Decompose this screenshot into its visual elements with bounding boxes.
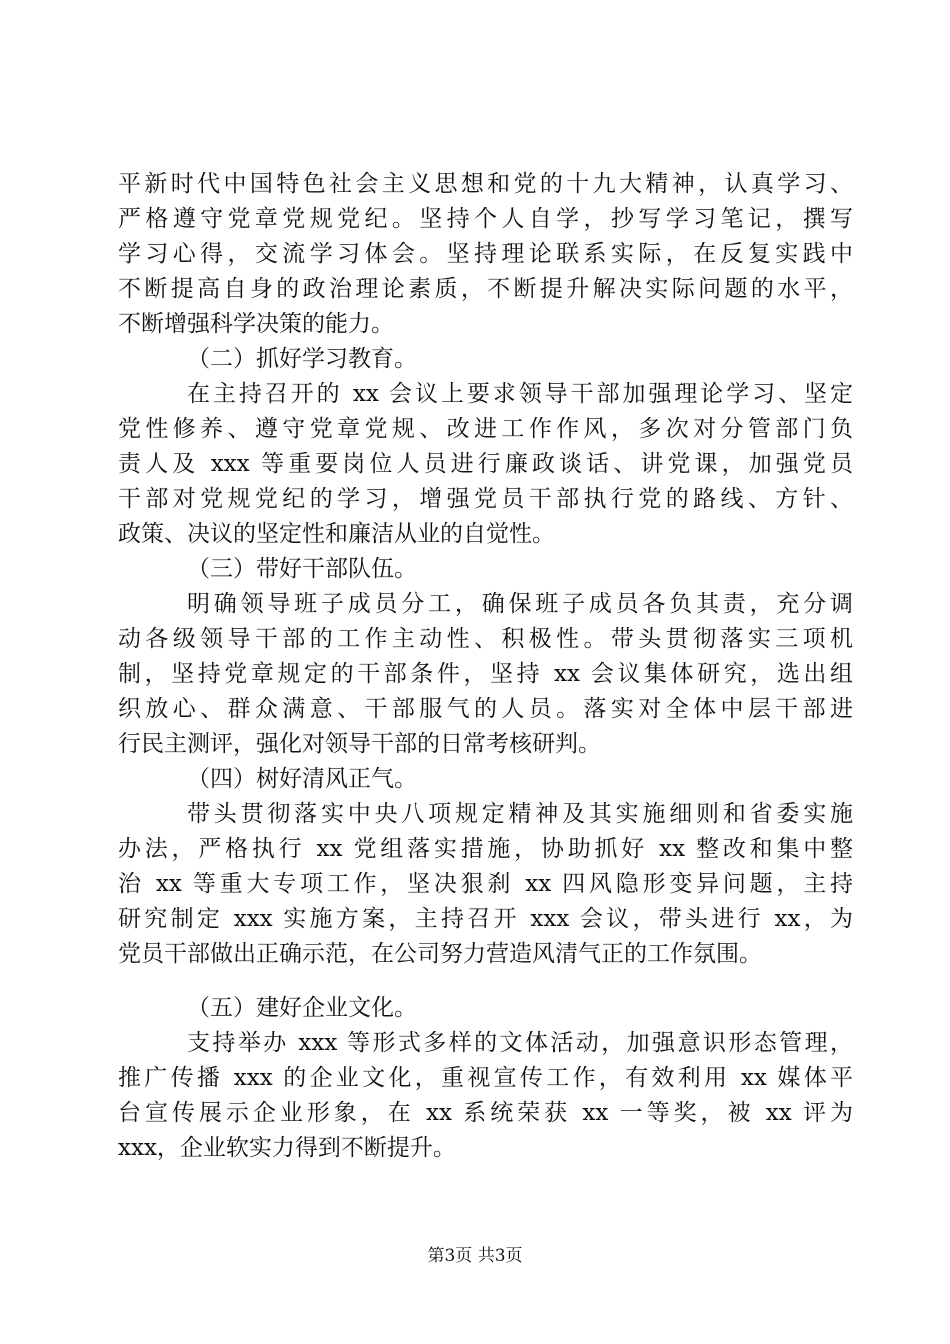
text-line: 治 xx 等重大专项工作，坚决狠刹 xx 四风隐形变异问题，主持 xyxy=(118,871,853,897)
paragraph xyxy=(118,587,853,762)
text-line: 在主持召开的 xx 会议上要求领导干部加强理论学习、坚定 xyxy=(187,381,853,407)
text-line: 不断增强科学决策的能力。 xyxy=(118,311,394,337)
section-heading: （五）建好企业文化。 xyxy=(187,995,417,1021)
text-line: 织放心、群众满意、干部服气的人员。落实对全体中层干部进 xyxy=(118,696,853,722)
page-footer: 第3页 共3页 xyxy=(427,1246,523,1266)
text-line: 责人及 xxx 等重要岗位人员进行廉政谈话、讲党课，加强党员 xyxy=(118,451,853,477)
paragraph xyxy=(118,167,853,342)
text-line: 推广传播 xxx 的企业文化，重视宣传工作，有效利用 xx 媒体平 xyxy=(118,1065,853,1091)
paragraph xyxy=(118,1026,853,1166)
text-line: 严格遵守党章党规党纪。坚持个人自学，抄写学习笔记，撰写 xyxy=(118,206,853,232)
text-line: 政策、决议的坚定性和廉洁从业的自觉性。 xyxy=(118,521,555,547)
text-line: 党员干部做出正确示范，在公司努力营造风清气正的工作氛围。 xyxy=(118,941,762,967)
text-line: 办法，严格执行 xx 党组落实措施，协助抓好 xx 整改和集中整 xyxy=(118,836,853,862)
text-line: 研究制定 xxx 实施方案，主持召开 xxx 会议，带头进行 xx，为 xyxy=(118,906,853,932)
text-line: 平新时代中国特色社会主义思想和党的十九大精神，认真学习、 xyxy=(118,171,853,197)
text-line: 带头贯彻落实中央八项规定精神及其实施细则和省委实施 xyxy=(187,801,853,827)
paragraph xyxy=(118,797,853,972)
text-line: 动各级领导干部的工作主动性、积极性。带头贯彻落实三项机 xyxy=(118,626,853,652)
text-line: 干部对党规党纪的学习，增强党员干部执行党的路线、方针、 xyxy=(118,486,853,512)
text-line: 台宣传展示企业形象，在 xx 系统荣获 xx 一等奖，被 xx 评为 xyxy=(118,1100,853,1126)
text-line: 学习心得，交流学习体会。坚持理论联系实际，在反复实践中 xyxy=(118,241,853,267)
text-line: 明确领导班子成员分工，确保班子成员各负其责，充分调 xyxy=(187,591,853,617)
section-heading: （二）抓好学习教育。 xyxy=(187,346,417,372)
paragraph xyxy=(118,377,853,552)
section-heading: （三）带好干部队伍。 xyxy=(187,556,417,582)
text-line: 不断提高自身的政治理论素质，不断提升解决实际问题的水平， xyxy=(118,276,853,302)
document-body xyxy=(118,167,853,1166)
text-line: 党性修养、遵守党章党规、改进工作作风，多次对分管部门负 xyxy=(118,416,853,442)
text-line: 行民主测评，强化对领导干部的日常考核研判。 xyxy=(118,731,601,757)
text-line: xxx，企业软实力得到不断提升。 xyxy=(118,1135,456,1161)
text-line: 制，坚持党章规定的干部条件，坚持 xx 会议集体研究，选出组 xyxy=(118,661,853,687)
text-line: 支持举办 xxx 等形式多样的文体活动，加强意识形态管理， xyxy=(187,1030,853,1056)
section-heading: （四）树好清风正气。 xyxy=(187,766,417,792)
